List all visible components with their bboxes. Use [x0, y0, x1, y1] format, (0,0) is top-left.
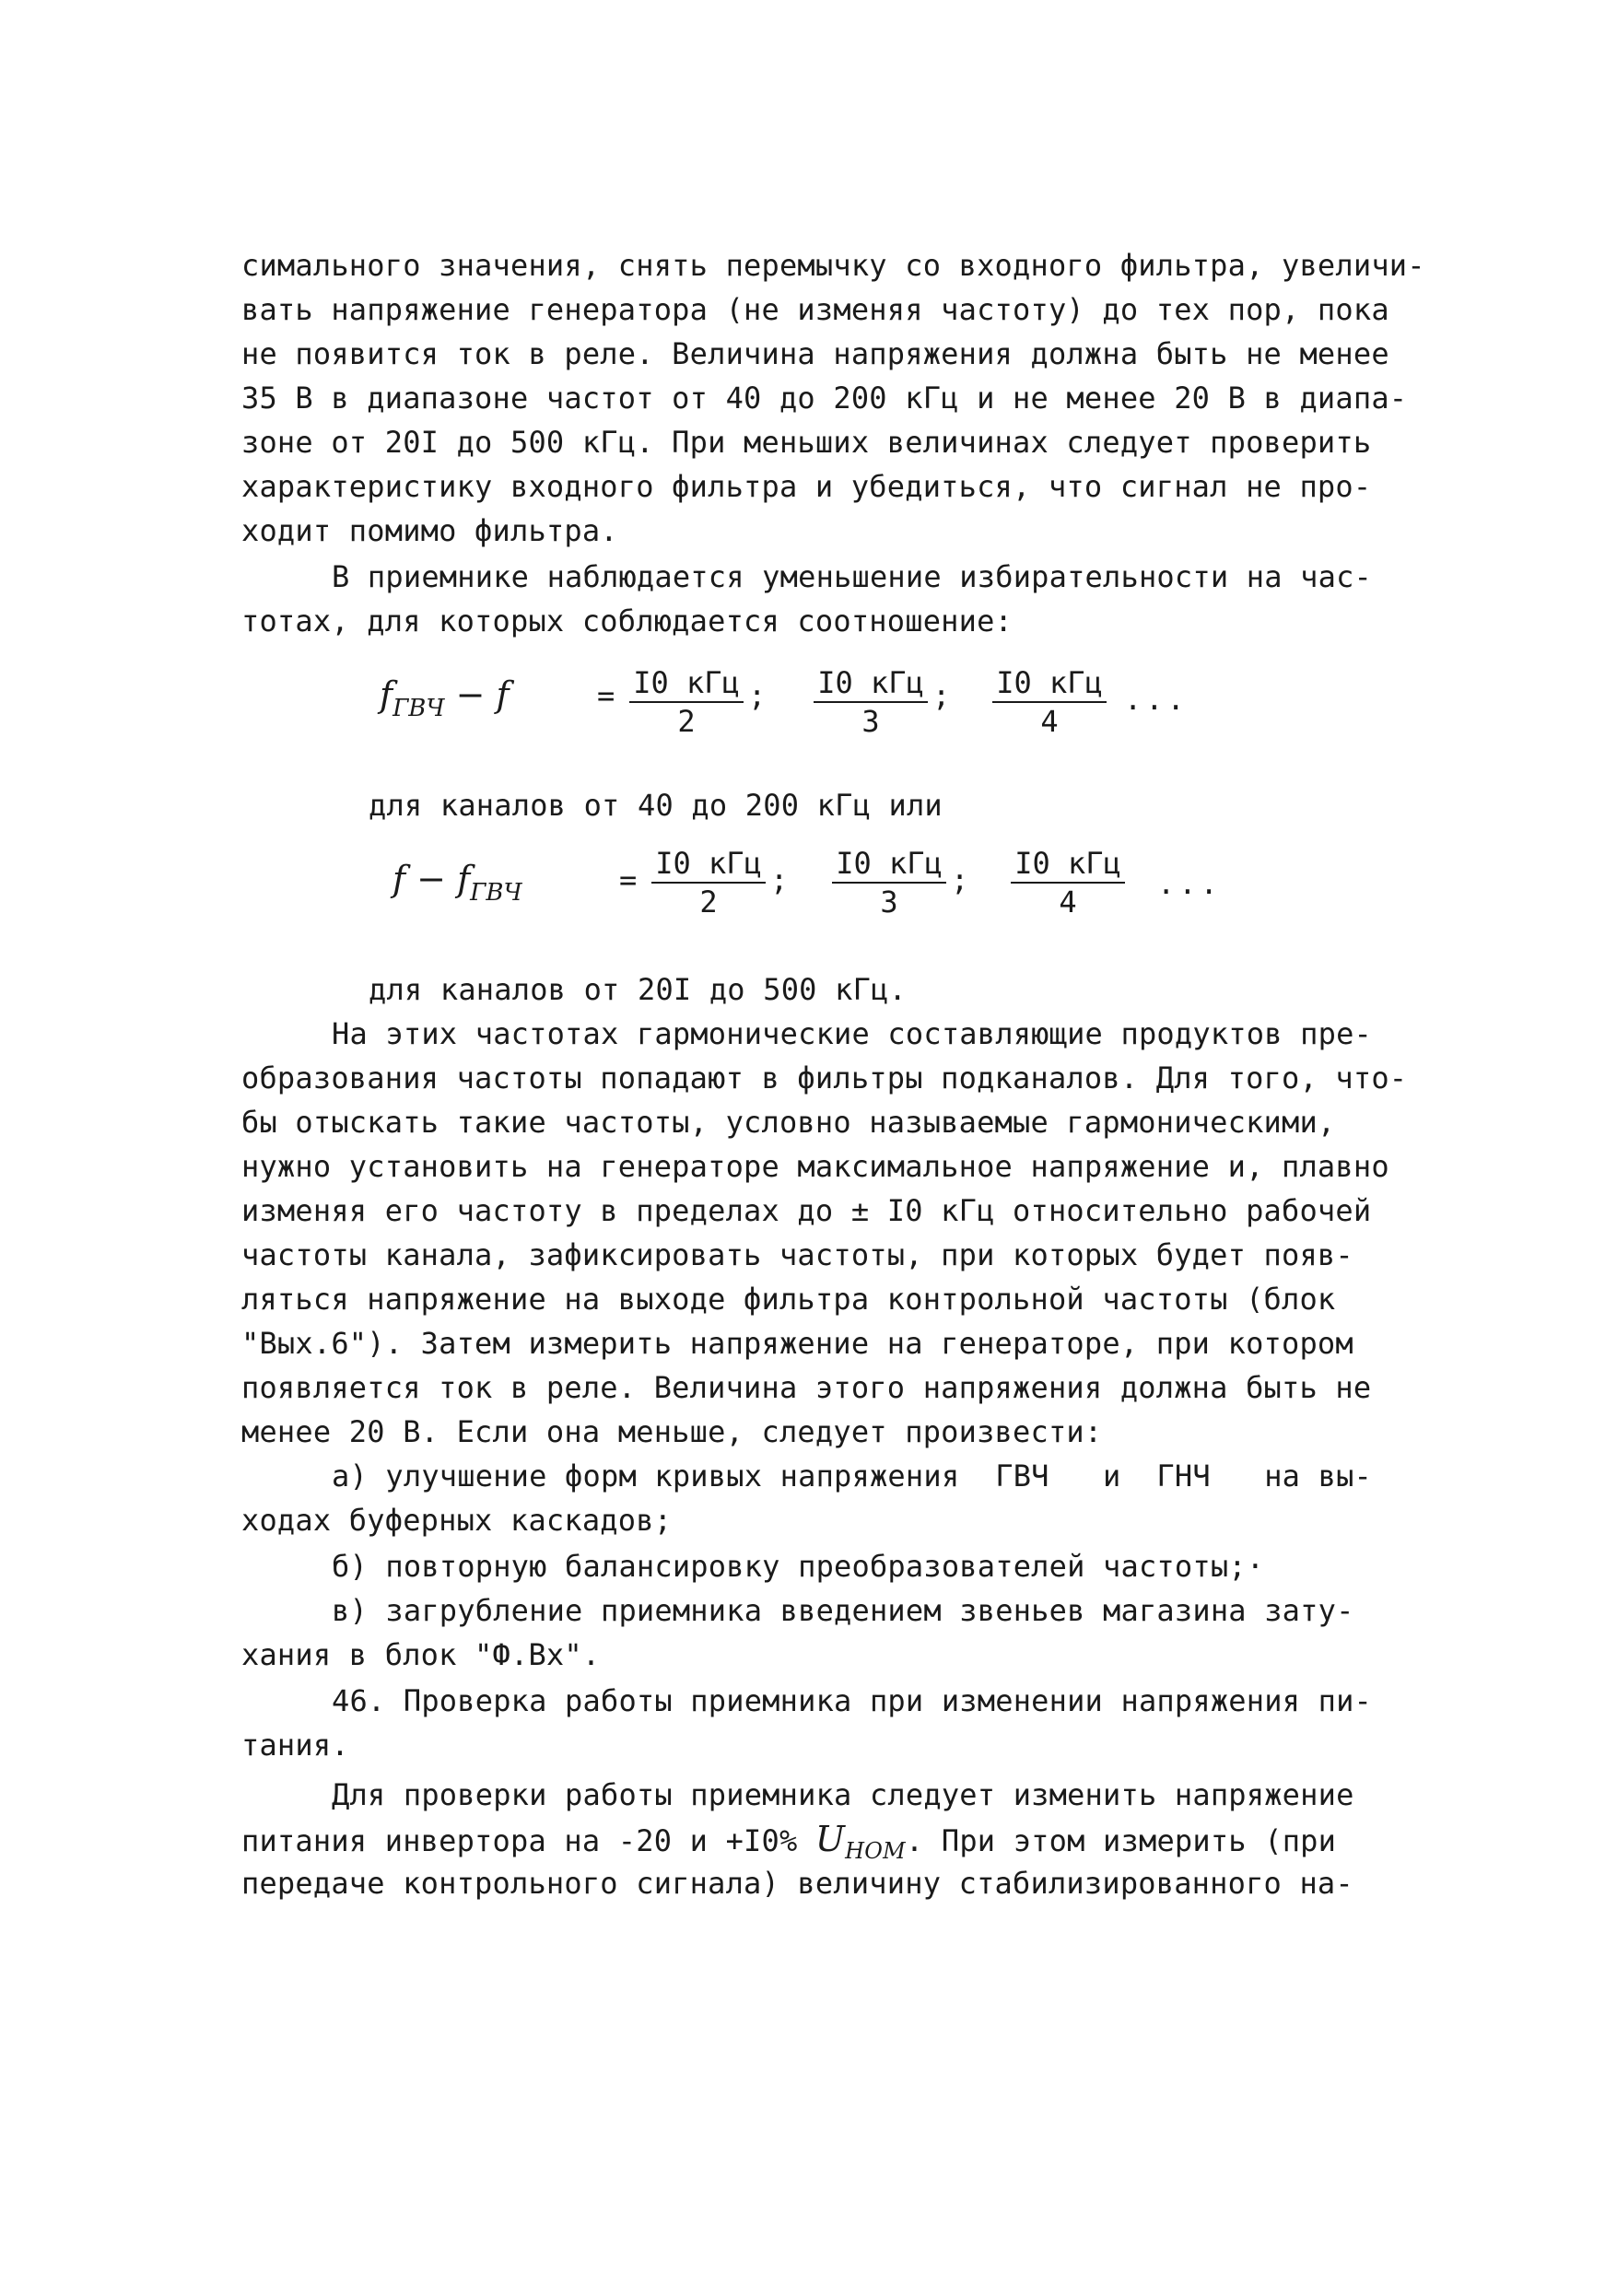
section-heading-cont: тания. — [241, 1728, 349, 1763]
text-line: характеристику входного фильтра и убедиться, что сигнал не про- — [241, 469, 1372, 504]
text-line: Для проверки работы приемника следует изменить напряжение — [332, 1777, 1354, 1812]
ellipsis: ... — [1157, 866, 1222, 901]
text-line: для каналов от 40 до 200 кГц или — [369, 788, 943, 823]
text-line: бы отыскать такие частоты, условно называемые гармоническими, — [241, 1105, 1336, 1140]
text-line: На этих частотах гармонические составляющие продуктов пре- — [332, 1016, 1373, 1051]
fraction-numerator: I0 кГц — [992, 666, 1107, 703]
ellipsis: ... — [1124, 682, 1189, 717]
separator: ; — [932, 678, 951, 713]
fraction-denominator: 4 — [1059, 884, 1077, 920]
text-line: не появится ток в реле. Величина напряжения должна быть не менее — [241, 336, 1389, 371]
text-line: менее 20 В. Если она меньше, следует произвести: — [241, 1414, 1103, 1449]
text-line: ходит помимо фильтра. — [241, 513, 618, 548]
fraction — [990, 665, 1109, 740]
separator: ; — [748, 678, 767, 713]
fraction — [627, 665, 746, 740]
list-item-c: в) загрубление приемника введением звеньев магазина зату- — [332, 1593, 1354, 1628]
text-line: нужно установить на генераторе максимальное напряжение и, плавно — [241, 1149, 1389, 1184]
section-heading: 46. Проверка работы приемника при изменении напряжения пи- — [332, 1683, 1373, 1718]
list-item-a-cont: ходах буферных каскадов; — [241, 1503, 673, 1538]
list-item-a: а) улучшение форм кривых напряжения ГВЧ и ГНЧ на вы- — [332, 1458, 1373, 1494]
formula-2 — [0, 846, 1617, 929]
fraction-numerator: I0 кГц — [629, 666, 744, 703]
fraction — [649, 846, 768, 920]
text-line: тотах, для которых соблюдается соотношение: — [241, 603, 1014, 638]
equals-sign: = — [597, 678, 615, 713]
fraction — [829, 846, 949, 920]
separator: ; — [951, 862, 969, 897]
text-line: для каналов от 20I до 500 кГц. — [369, 972, 907, 1007]
text-line: вать напряжение генератора (не изменяя частоту) до тех пор, пока — [241, 292, 1389, 327]
text-line: образования частоты попадают в фильтры подканалов. Для того, что- — [241, 1060, 1408, 1095]
fraction-denominator: 2 — [677, 704, 696, 739]
text-line: "Вых.6"). Затем измерить напряжение на генераторе, при котором — [241, 1326, 1353, 1361]
fraction-denominator: 4 — [1040, 704, 1059, 739]
text-line: зоне от 20I до 500 кГц. При меньших величинах следует проверить — [241, 425, 1372, 460]
text-line: частоты канала, зафиксировать частоты, при которых будет появ- — [241, 1237, 1353, 1272]
fraction-numerator: I0 кГц — [1011, 847, 1125, 884]
list-item-b: б) повторную балансировку преобразователей частоты;· — [332, 1549, 1265, 1584]
fraction-denominator: 3 — [880, 884, 898, 920]
separator: ; — [770, 862, 789, 897]
text-line: ляться напряжение на выходе фильтра контрольной частоты (блок — [241, 1282, 1336, 1317]
fraction-numerator: I0 кГц — [814, 666, 928, 703]
text-line: В приемнике наблюдается уменьшение избирательности на час- — [332, 559, 1373, 594]
text-line: появляется ток в реле. Величина этого напряжения должна быть не — [241, 1370, 1372, 1405]
text-line: 35 В в диапазоне частот от 40 до 200 кГц и не менее 20 В в диапа- — [241, 381, 1408, 416]
fraction — [811, 665, 931, 740]
u-nom-symbol: $U_{НОМ}$ — [814, 1819, 906, 1864]
formula-lhs: $f_{ГВЧ} - f$ — [380, 674, 510, 722]
text-line: симального значения, снять перемычку со входного фильтра, увеличи- — [241, 248, 1425, 283]
fraction-denominator: 2 — [699, 884, 718, 920]
fraction-numerator: I0 кГц — [832, 847, 946, 884]
text-line: изменяя его частоту в пределах до ± I0 кГц относительно рабочей — [241, 1193, 1372, 1228]
fraction — [1008, 846, 1128, 920]
fraction-denominator: 3 — [861, 704, 880, 739]
text-line: питания инвертора на -20 и +I0% $U_{НОМ}$. При этом измерить (при — [241, 1819, 1337, 1864]
text-line: передаче контрольного сигнала) величину стабилизированного на- — [241, 1866, 1353, 1901]
formula-1 — [0, 665, 1617, 748]
equals-sign: = — [619, 862, 638, 897]
list-item-c-cont: хания в блок "Ф.Вх". — [241, 1637, 601, 1672]
formula-lhs: $f - f_{ГВЧ}$ — [393, 859, 522, 907]
fraction-numerator: I0 кГц — [651, 847, 766, 884]
